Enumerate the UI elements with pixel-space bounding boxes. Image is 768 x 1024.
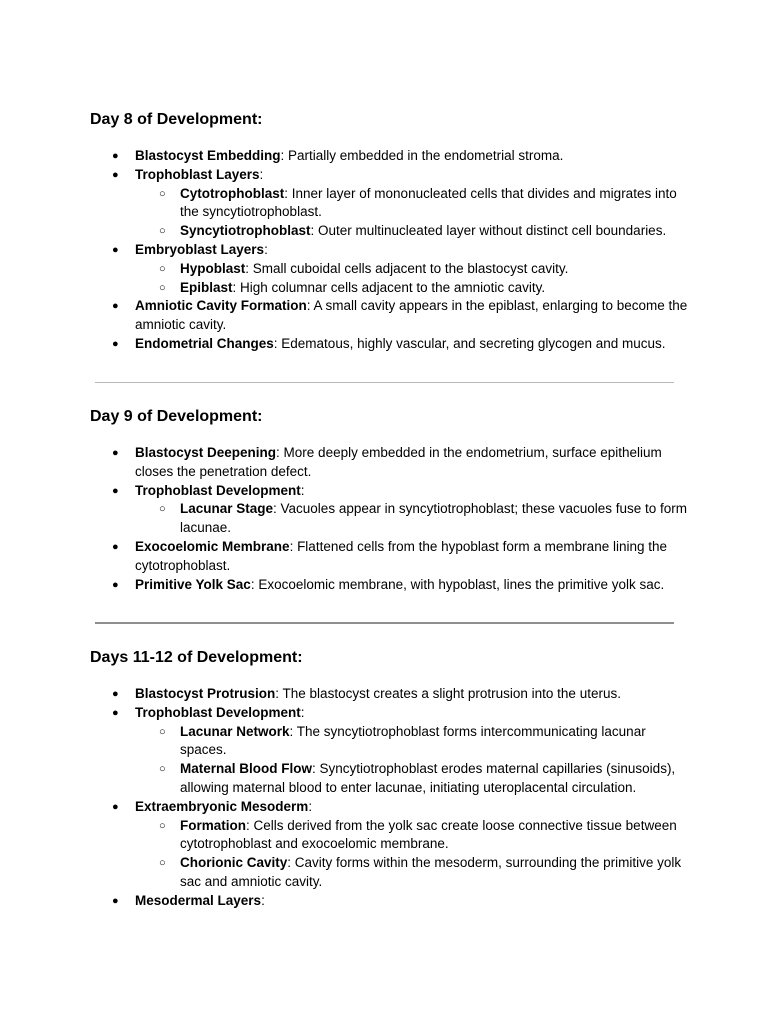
bullet-icon: ●	[112, 243, 119, 256]
bullet-icon: ●	[112, 706, 119, 719]
sub-list-item	[135, 760, 690, 798]
bullet-list	[90, 147, 690, 354]
sub-item-term: Hypoblast	[180, 260, 246, 276]
list-item	[90, 798, 690, 892]
list-item-term: Blastocyst Protrusion	[135, 686, 276, 701]
sub-item-term: Lacunar Stage	[180, 501, 274, 517]
list-item-term: Endometrial Changes	[135, 335, 274, 351]
bullet-icon: ●	[112, 688, 119, 700]
list-item	[90, 335, 690, 354]
list-item	[90, 704, 690, 798]
sub-item-text: : Inner layer of mononucleated cells that divides and migrates into the syncytiotrophoblast.	[180, 185, 677, 220]
list-item-term: Amniotic Cavity Formation	[135, 298, 307, 314]
circle-bullet-icon: ○	[159, 725, 166, 738]
list-item-text: :	[300, 704, 305, 720]
list-item-term: Blastocyst Deepening	[135, 445, 277, 460]
sub-list-item	[135, 279, 690, 298]
list-item	[90, 685, 690, 704]
section-day-8	[90, 110, 690, 354]
bullet-icon: ●	[112, 578, 119, 591]
list-item-text: : Flattened cells from the hypoblast form a membrane lining the cytotrophoblast.	[135, 538, 667, 573]
list-item-text: : A small cavity appears in the epiblast, enlarging to become the amniotic cavity.	[135, 298, 688, 333]
list-item	[90, 166, 690, 241]
section-day-9	[90, 407, 690, 594]
section-divider	[95, 622, 674, 624]
section-heading: Day 8 of Development:	[90, 111, 263, 128]
circle-bullet-icon: ○	[159, 857, 166, 870]
bullet-icon: ●	[112, 447, 119, 459]
sub-list-item	[135, 222, 690, 241]
sub-item-text: : Cavity forms within the mesoderm, surrounding the primitive yolk sac and amniotic cavity.	[180, 855, 682, 889]
list-item	[90, 538, 690, 576]
circle-bullet-icon: ○	[159, 225, 166, 238]
section-heading: Day 9 of Development:	[90, 408, 263, 425]
section-days-11-12	[90, 648, 690, 911]
sub-list-item	[135, 185, 690, 223]
list-item-text: : Exocoelomic membrane, with hypoblast, lines the primitive yolk sac.	[250, 576, 665, 592]
circle-bullet-icon: ○	[159, 503, 166, 516]
sub-list-item	[135, 723, 690, 761]
list-item	[90, 444, 690, 482]
list-item-text: :	[259, 166, 264, 182]
list-item-term: Trophoblast Layers	[135, 166, 260, 182]
sub-item-text: : The syncytiotrophoblast forms intercommunicating lacunar spaces.	[180, 723, 646, 758]
list-item-term: Trophoblast Development	[135, 704, 301, 720]
bullet-icon: ●	[112, 540, 119, 553]
list-item-text: :	[264, 241, 268, 257]
sub-item-text: : Small cuboidal cells adjacent to the blastocyst cavity.	[245, 260, 569, 276]
circle-bullet-icon: ○	[159, 819, 166, 832]
bullet-icon: ●	[112, 337, 119, 350]
list-item-text: : More deeply embedded in the endometrium, surface epithelium closes the penetration defect.	[135, 445, 662, 479]
sub-item-term: Cytotrophoblast	[180, 185, 285, 201]
sub-item-term: Lacunar Network	[180, 723, 290, 739]
list-item-text: :	[261, 892, 265, 908]
sub-item-term: Chorionic Cavity	[180, 855, 288, 871]
section-heading: Days 11-12 of Development:	[90, 649, 303, 666]
list-item-term: Mesodermal Layers	[135, 892, 262, 908]
sub-list-item	[135, 260, 690, 279]
bullet-icon: ●	[112, 484, 119, 497]
bullet-icon: ●	[112, 168, 119, 181]
list-item	[90, 241, 690, 297]
list-item-text: : Partially embedded in the endometrial stroma.	[280, 148, 564, 163]
sub-item-text: : Cells derived from the yolk sac create loose connective tissue between cytotrophoblast and exocoelomic membrane.	[180, 817, 677, 852]
sub-item-text: : Vacuoles appear in syncytiotrophoblast; these vacuoles fuse to form lacunae.	[180, 501, 688, 536]
list-item-term: Exocoelomic Membrane	[135, 538, 290, 554]
circle-bullet-icon: ○	[159, 281, 166, 294]
circle-bullet-icon: ○	[159, 763, 166, 776]
sub-item-text: : Syncytiotrophoblast erodes maternal capillaries (sinusoids), allowing maternal blood to enter lacunae, initiating uteroplacental circulation.	[180, 761, 676, 795]
sub-list-item	[135, 854, 690, 892]
bullet-list	[90, 685, 690, 911]
bullet-icon: ●	[112, 300, 119, 313]
list-item-term: Trophoblast Development	[135, 482, 301, 498]
list-item	[90, 892, 690, 911]
list-item	[90, 482, 690, 538]
circle-bullet-icon: ○	[159, 187, 166, 200]
list-item-term: Embryoblast Layers	[135, 241, 265, 257]
sub-list	[135, 260, 690, 298]
sub-item-term: Syncytiotrophoblast	[180, 223, 311, 239]
sub-item-text: : High columnar cells adjacent to the amniotic cavity.	[232, 279, 546, 295]
sub-item-term: Maternal Blood Flow	[180, 761, 313, 777]
sub-item-term: Formation	[180, 817, 246, 833]
sub-list-item	[135, 500, 690, 538]
sub-list	[135, 817, 690, 892]
sub-list	[135, 185, 690, 241]
list-item-term: Extraembryonic Mesoderm	[135, 798, 309, 814]
list-item	[90, 297, 690, 335]
list-item-term: Blastocyst Embedding	[135, 148, 281, 163]
bullet-list	[90, 444, 690, 594]
bullet-icon: ●	[112, 150, 119, 162]
sub-item-text: : Outer multinucleated layer without distinct cell boundaries.	[310, 223, 667, 239]
bullet-icon: ●	[112, 800, 119, 813]
sub-list-item	[135, 817, 690, 855]
list-item-text: : Edematous, highly vascular, and secreting glycogen and mucus.	[273, 335, 666, 351]
list-item	[90, 147, 690, 166]
list-item-text: :	[308, 798, 313, 814]
circle-bullet-icon: ○	[159, 262, 166, 275]
sub-item-term: Epiblast	[180, 279, 233, 295]
section-divider	[95, 382, 674, 383]
list-item-term: Primitive Yolk Sac	[135, 576, 251, 592]
list-item	[90, 576, 690, 595]
sub-list	[135, 723, 690, 798]
bullet-icon: ●	[112, 894, 119, 907]
sub-list	[135, 500, 690, 538]
list-item-text: : The blastocyst creates a slight protrusion into the uterus.	[275, 686, 621, 701]
list-item-text: :	[300, 482, 305, 498]
